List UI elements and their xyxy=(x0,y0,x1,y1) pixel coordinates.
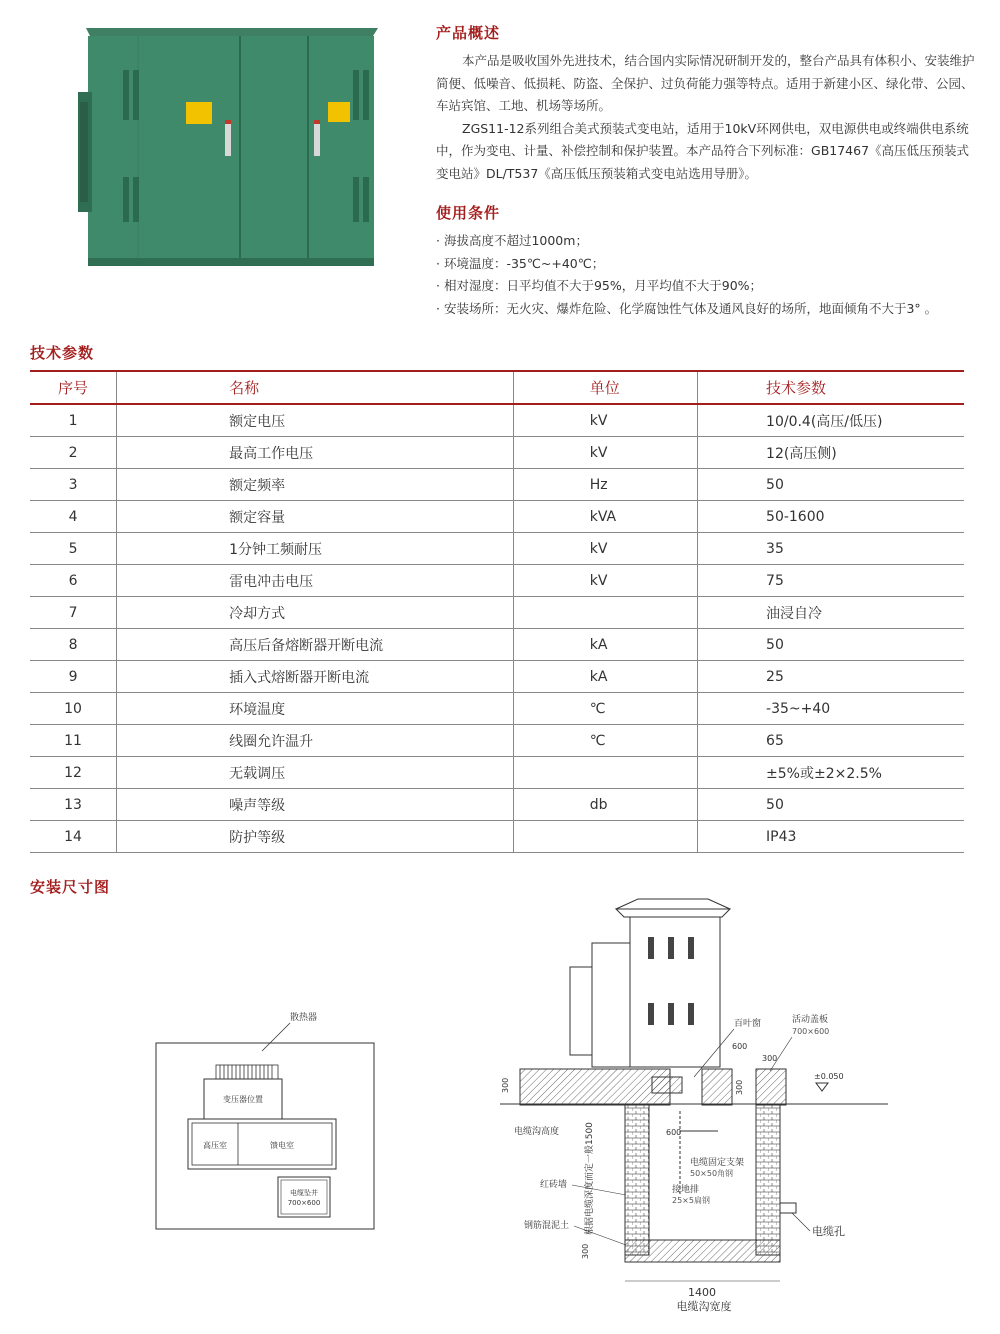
cell-index: 10 xyxy=(30,693,117,725)
overview-title: 产品概述 xyxy=(436,24,501,42)
cell-name: 插入式熔断器开断电流 xyxy=(117,661,514,693)
cell-value: 50 xyxy=(698,629,964,661)
cell-name: 额定频率 xyxy=(117,469,514,501)
concrete-label: 钢筋混泥土 xyxy=(524,1221,570,1231)
cell-value: 25 xyxy=(698,661,964,693)
cell-unit: ℃ xyxy=(513,725,697,757)
cell-unit: Hz xyxy=(513,469,697,501)
ground-spec: 25×5扁钢 xyxy=(672,1196,710,1205)
condition-item: · 安装场所：无火灾、爆炸危险、化学腐蚀性气体及通风良好的场所，地面倾角不大于3° 。 xyxy=(436,300,938,316)
cell-unit: kV xyxy=(513,404,697,437)
cell-index: 6 xyxy=(30,565,117,597)
cell-index: 5 xyxy=(30,533,117,565)
plan-lv-room-label: 馈电室 xyxy=(270,1141,294,1150)
cell-index: 7 xyxy=(30,597,117,629)
louver-label: 百叶窗 xyxy=(734,1019,762,1029)
table-row xyxy=(30,693,964,725)
product-photo xyxy=(78,22,380,268)
params-title: 技术参数 xyxy=(30,344,95,362)
cell-name: 线圈允许温升 xyxy=(117,725,514,757)
cell-name: 1分钟工频耐压 xyxy=(117,533,514,565)
level-label: ±0.050 xyxy=(814,1072,844,1081)
cell-name: 雷电冲击电压 xyxy=(117,565,514,597)
dim-300-left: 300 xyxy=(501,1077,510,1093)
header-name: 名称 xyxy=(117,371,514,404)
overview-paragraph-2: ZGS11-12系列组合美式预装式变电站，适用于10kV环网供电，双电源供电或终端供电系统中，作为变电、计量、补偿控制和保护装置。本产品符合下列标准：GB17467《高压低压预装式变电站》DL/T537《高压低压预装箱式变电站选用导册》。 xyxy=(436,120,970,181)
table-row xyxy=(30,404,964,437)
plan-hv-room-label: 高压室 xyxy=(203,1141,227,1150)
cell-value: 65 xyxy=(698,725,964,757)
cell-unit: kV xyxy=(513,533,697,565)
vertical-note: 根据电缆深度而定一般1500 xyxy=(585,1122,595,1235)
cell-unit xyxy=(513,821,697,853)
cell-name: 额定电压 xyxy=(117,404,514,437)
cell-value: 50 xyxy=(698,469,964,501)
table-row xyxy=(30,533,964,565)
width-label: 电缆沟宽度 xyxy=(676,1300,732,1313)
header-index: 序号 xyxy=(30,371,117,404)
cell-index: 8 xyxy=(30,629,117,661)
header-unit: 单位 xyxy=(513,371,697,404)
params-table xyxy=(30,370,964,853)
cell-index: 11 xyxy=(30,725,117,757)
cell-name: 防护等级 xyxy=(117,821,514,853)
cell-name: 噪声等级 xyxy=(117,789,514,821)
cell-unit: kV xyxy=(513,565,697,597)
cell-index: 1 xyxy=(30,404,117,437)
cell-value: 油浸自冷 xyxy=(698,597,964,629)
cell-unit: kVA xyxy=(513,501,697,533)
cell-value: 35 xyxy=(698,533,964,565)
cell-name: 高压后备熔断器开断电流 xyxy=(117,629,514,661)
dim-300-mid: 300 xyxy=(735,1079,744,1095)
cell-name: 环境温度 xyxy=(117,693,514,725)
overview-text xyxy=(436,50,976,185)
table-header-row xyxy=(30,371,964,404)
dim-300-bottom: 300 xyxy=(581,1243,590,1259)
cell-value: ±5%或±2×2.5% xyxy=(698,757,964,789)
table-row xyxy=(30,629,964,661)
cell-index: 9 xyxy=(30,661,117,693)
plan-pit-label: 电缆坠井 xyxy=(290,1189,318,1197)
dim-300-top: 300 xyxy=(762,1054,778,1063)
table-row xyxy=(30,661,964,693)
table-row xyxy=(30,469,964,501)
condition-item: · 相对湿度：日平均值不大于95%，月平均值不大于90%； xyxy=(436,278,763,293)
cell-unit: db xyxy=(513,789,697,821)
cover-label: 活动盖板 xyxy=(792,1015,829,1025)
table-row xyxy=(30,437,964,469)
bracket-label: 电缆固定支架 xyxy=(690,1158,745,1168)
bracket-spec: 50×50角钢 xyxy=(690,1169,734,1178)
table-row xyxy=(30,597,964,629)
cell-value: 12(高压侧) xyxy=(698,437,964,469)
ground-label: 接地排 xyxy=(672,1185,700,1195)
table-row xyxy=(30,501,964,533)
table-row xyxy=(30,757,964,789)
cell-index: 4 xyxy=(30,501,117,533)
table-row xyxy=(30,565,964,597)
cell-unit: ℃ xyxy=(513,693,697,725)
cell-unit xyxy=(513,597,697,629)
cell-value: 50-1600 xyxy=(698,501,964,533)
cell-value: 50 xyxy=(698,789,964,821)
cell-unit: kA xyxy=(513,629,697,661)
cell-value: 10/0.4(高压/低压) xyxy=(698,404,964,437)
width-value: 1400 xyxy=(688,1286,716,1299)
dim-600-inner: 600 xyxy=(666,1128,682,1137)
cell-unit: kV xyxy=(513,437,697,469)
trench-height-label: 电缆沟高度 xyxy=(514,1127,560,1137)
dim-600-top: 600 xyxy=(732,1042,748,1051)
plan-pit-size: 700×600 xyxy=(287,1199,321,1207)
conditions-title: 使用条件 xyxy=(436,204,501,222)
brick-label: 红砖墙 xyxy=(540,1180,568,1190)
condition-item: · 海拔高度不超过1000m； xyxy=(436,233,588,248)
cell-value: -35~+40 xyxy=(698,693,964,725)
conditions-list xyxy=(436,230,976,320)
cell-unit xyxy=(513,757,697,789)
cell-value: 75 xyxy=(698,565,964,597)
cell-value: IP43 xyxy=(698,821,964,853)
table-row xyxy=(30,821,964,853)
table-row xyxy=(30,725,964,757)
cell-name: 无载调压 xyxy=(117,757,514,789)
cell-name: 额定容量 xyxy=(117,501,514,533)
header-value: 技术参数 xyxy=(698,371,964,404)
overview-paragraph-1: 本产品是吸收国外先进技术，结合国内实际情况研制开发的，整台产品具有体积小、安装维护简便、低噪音、低损耗、防盗、全保护、过负荷能力强等特点。适用于新建小区、绿化带、公园、车站宾馆、工地、机场等场所。 xyxy=(436,53,975,113)
cell-index: 3 xyxy=(30,469,117,501)
cell-name: 冷却方式 xyxy=(117,597,514,629)
cover-size: 700×600 xyxy=(792,1027,830,1036)
cell-index: 12 xyxy=(30,757,117,789)
cell-name: 最高工作电压 xyxy=(117,437,514,469)
plan-radiator-label: 散热器 xyxy=(290,1013,318,1023)
install-title: 安装尺寸图 xyxy=(30,878,111,896)
cell-index: 2 xyxy=(30,437,117,469)
cell-index: 13 xyxy=(30,789,117,821)
cell-index: 14 xyxy=(30,821,117,853)
section-view-drawing xyxy=(480,895,900,1320)
cable-hole-label: 电缆孔 xyxy=(812,1225,845,1238)
plan-view-drawing xyxy=(150,1005,380,1235)
cell-unit: kA xyxy=(513,661,697,693)
condition-item: · 环境温度：-35℃~+40℃； xyxy=(436,255,605,271)
plan-transformer-label: 变压器位置 xyxy=(223,1095,263,1104)
table-row xyxy=(30,789,964,821)
